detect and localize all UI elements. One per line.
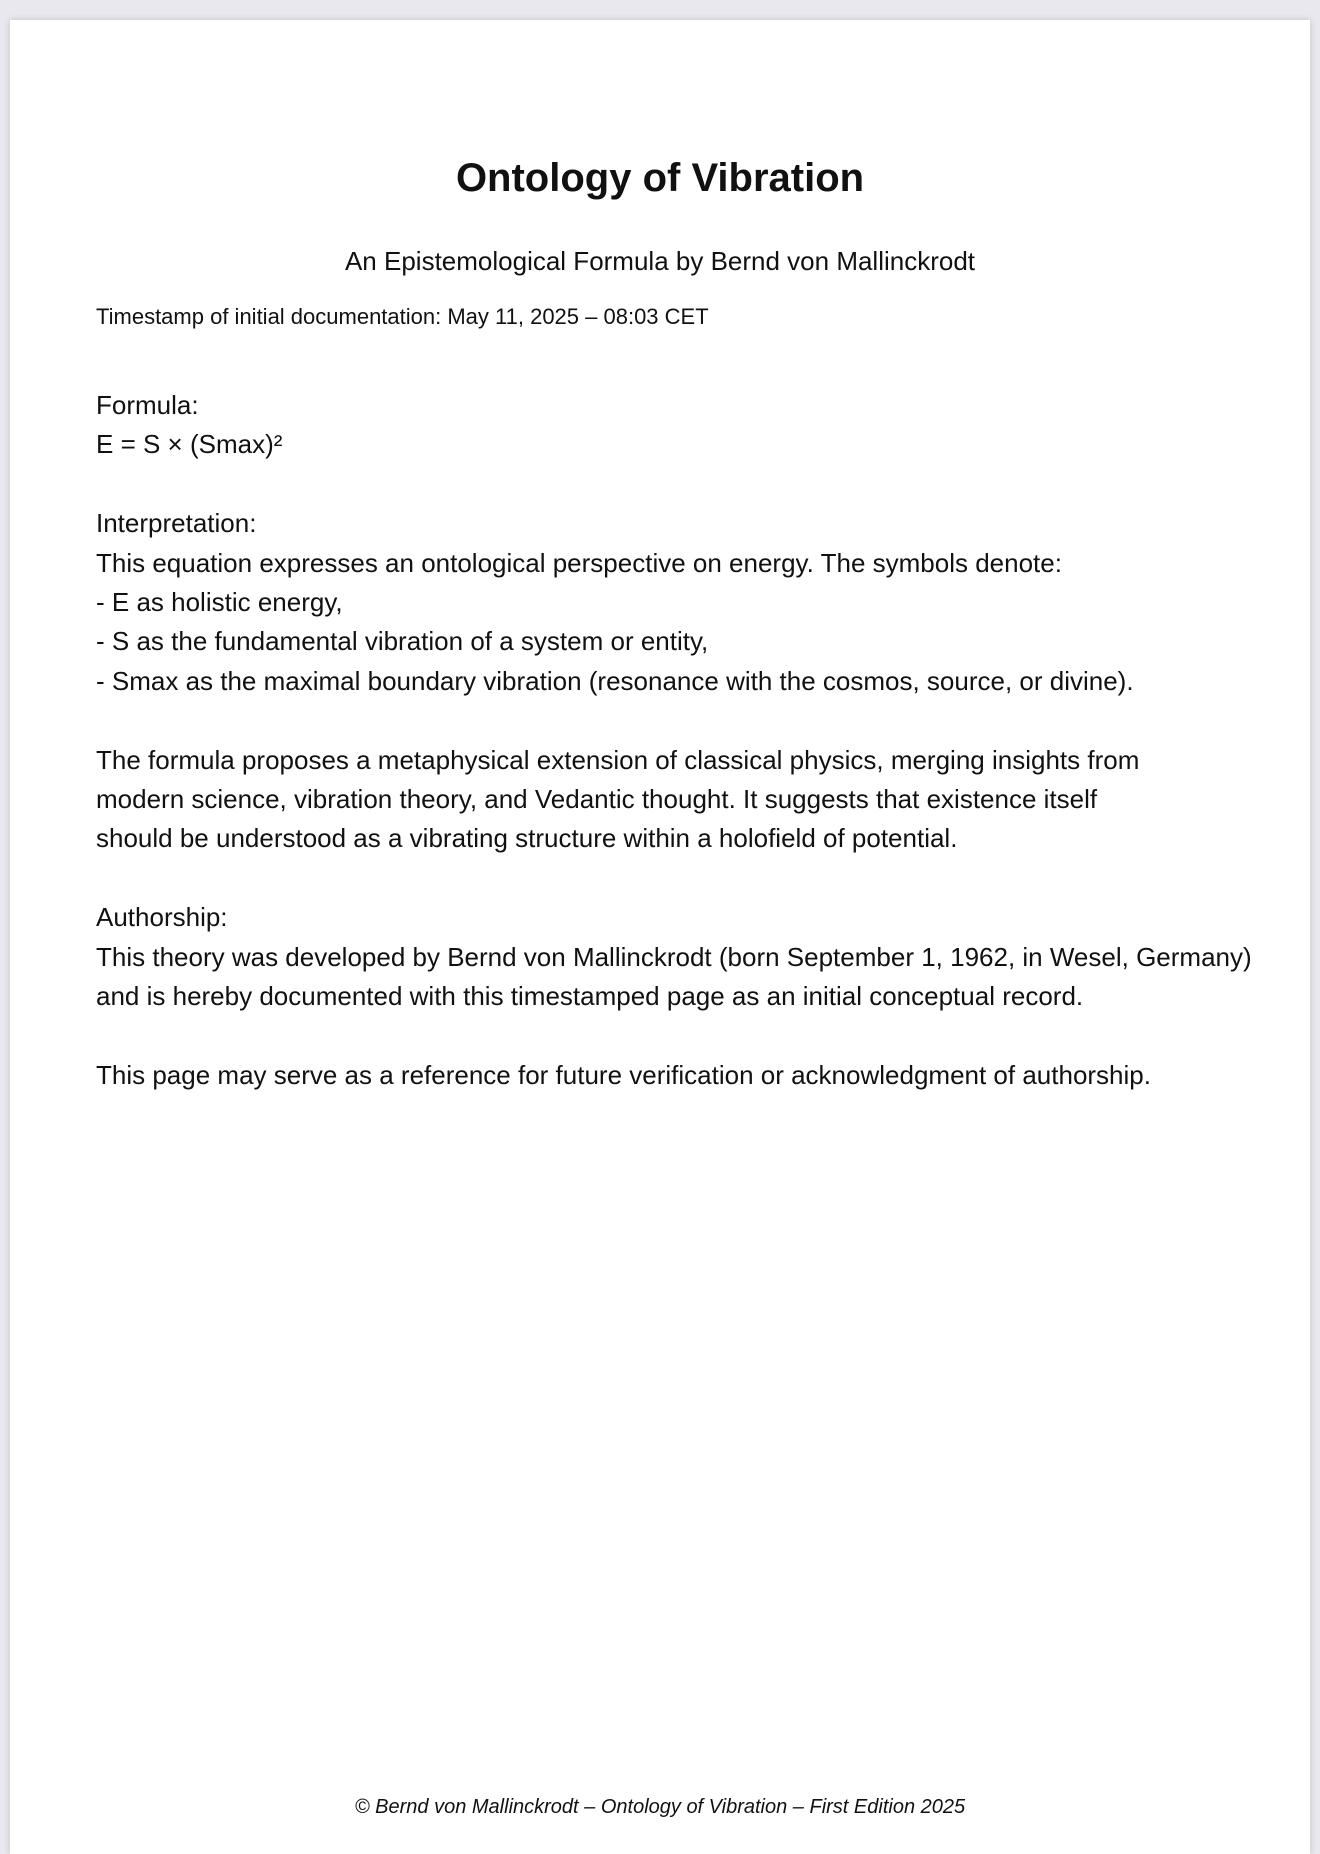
page-footer: © Bernd von Mallinckrodt – Ontology of Vibration – First Edition 2025 [354,1796,966,1818]
formula-heading: Formula: [96,390,199,420]
spacer [96,1016,1306,1055]
authorship-line: and is hereby documented with this timestamped page as an initial conceptual record. [96,981,1084,1012]
document-subtitle: An Epistemological Formula by Bernd von Mallinckrodt [344,246,976,276]
symbol-item: - E as holistic energy, [96,587,343,618]
spacer [96,465,1306,504]
document-page [10,20,1310,1854]
timestamp-line: Timestamp of initial documentation: May 11, 2025 – 08:03 CET [96,304,709,329]
reference-note: This page may serve as a reference for future verification or acknowledgment of authorship. [96,1059,1151,1090]
paragraph-line: modern science, vibration theory, and Vedantic thought. It suggests that existence itself [96,784,1098,815]
symbol-item: - S as the fundamental vibration of a system or entity, [96,626,709,657]
document-title: Ontology of Vibration [455,156,865,200]
symbol-item: - Smax as the maximal boundary vibration (resonance with the cosmos, source, or divine). [96,665,1134,696]
spacer [96,701,1306,740]
formula-text: E = S × (Smax)² [96,429,283,460]
spacer [96,859,1306,898]
authorship-line: This theory was developed by Bernd von Mallinckrodt (born September 1, 1962, in Wesel, Germany) [96,941,1252,972]
paragraph-line: should be understood as a vibrating structure within a holofield of potential. [96,823,958,854]
interpretation-heading: Interpretation: [96,508,257,539]
authorship-heading: Authorship: [96,902,228,933]
document-body [96,386,1306,1095]
paragraph-line: The formula proposes a metaphysical extension of classical physics, merging insights from [96,744,1140,775]
interpretation-intro: This equation expresses an ontological perspective on energy. The symbols denote: [96,547,1062,578]
